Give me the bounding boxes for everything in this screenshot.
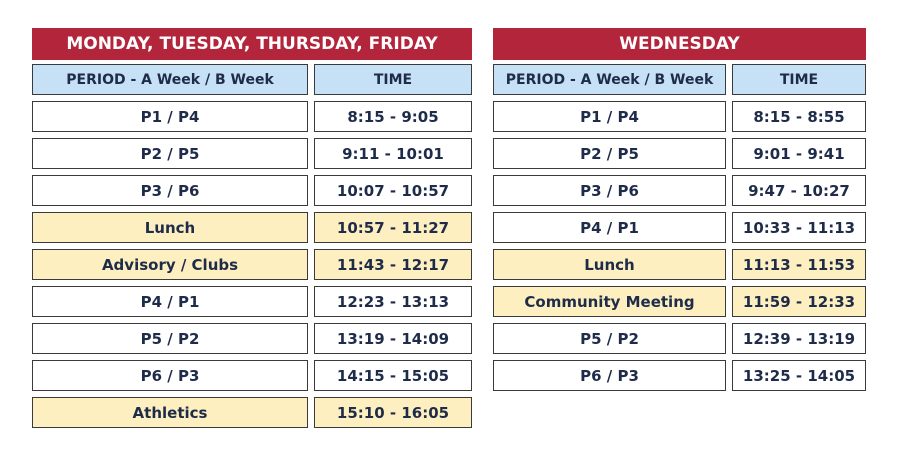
period-cell: P5 / P2 bbox=[32, 323, 308, 354]
time-cell: 13:19 - 14:09 bbox=[314, 323, 472, 354]
time-cell: 12:39 - 13:19 bbox=[732, 323, 866, 354]
schedule-mtthf bbox=[32, 28, 472, 434]
table-row bbox=[493, 212, 866, 243]
period-cell: P6 / P3 bbox=[32, 360, 308, 391]
period-cell: P6 / P3 bbox=[493, 360, 726, 391]
table-row bbox=[32, 212, 472, 243]
period-cell: P1 / P4 bbox=[493, 101, 726, 132]
schedule-title: MONDAY, TUESDAY, THURSDAY, FRIDAY bbox=[32, 28, 472, 60]
period-cell: P5 / P2 bbox=[493, 323, 726, 354]
table-row bbox=[493, 323, 866, 354]
table-row bbox=[32, 138, 472, 169]
table-row bbox=[32, 286, 472, 317]
time-cell: 8:15 - 8:55 bbox=[732, 101, 866, 132]
period-cell: P1 / P4 bbox=[32, 101, 308, 132]
period-cell: P4 / P1 bbox=[32, 286, 308, 317]
time-cell: 14:15 - 15:05 bbox=[314, 360, 472, 391]
table-row bbox=[32, 101, 472, 132]
column-header-period: PERIOD - A Week / B Week bbox=[32, 64, 308, 95]
column-header-period: PERIOD - A Week / B Week bbox=[493, 64, 726, 95]
period-cell: Athletics bbox=[32, 397, 308, 428]
time-cell: 9:47 - 10:27 bbox=[732, 175, 866, 206]
table-row bbox=[493, 175, 866, 206]
period-cell: P4 / P1 bbox=[493, 212, 726, 243]
schedule-title: WEDNESDAY bbox=[493, 28, 866, 60]
time-cell: 12:23 - 13:13 bbox=[314, 286, 472, 317]
column-header-time: TIME bbox=[314, 64, 472, 95]
period-cell: Advisory / Clubs bbox=[32, 249, 308, 280]
table-row bbox=[32, 397, 472, 428]
table-row bbox=[32, 175, 472, 206]
time-cell: 9:11 - 10:01 bbox=[314, 138, 472, 169]
table-row bbox=[32, 360, 472, 391]
table-row bbox=[493, 249, 866, 280]
time-cell: 8:15 - 9:05 bbox=[314, 101, 472, 132]
table-row bbox=[32, 249, 472, 280]
period-cell: P2 / P5 bbox=[32, 138, 308, 169]
time-cell: 10:57 - 11:27 bbox=[314, 212, 472, 243]
period-cell: Lunch bbox=[493, 249, 726, 280]
time-cell: 10:07 - 10:57 bbox=[314, 175, 472, 206]
table-header-row bbox=[32, 64, 472, 95]
column-header-time: TIME bbox=[732, 64, 866, 95]
table-header-row bbox=[493, 64, 866, 95]
table-row bbox=[32, 323, 472, 354]
schedule-wednesday bbox=[493, 28, 866, 397]
table-row bbox=[493, 138, 866, 169]
table-row bbox=[493, 101, 866, 132]
time-cell: 10:33 - 11:13 bbox=[732, 212, 866, 243]
period-cell: P3 / P6 bbox=[493, 175, 726, 206]
time-cell: 11:43 - 12:17 bbox=[314, 249, 472, 280]
period-cell: Community Meeting bbox=[493, 286, 726, 317]
time-cell: 13:25 - 14:05 bbox=[732, 360, 866, 391]
time-cell: 15:10 - 16:05 bbox=[314, 397, 472, 428]
time-cell: 11:59 - 12:33 bbox=[732, 286, 866, 317]
period-cell: P2 / P5 bbox=[493, 138, 726, 169]
table-row bbox=[493, 286, 866, 317]
time-cell: 11:13 - 11:53 bbox=[732, 249, 866, 280]
table-row bbox=[493, 360, 866, 391]
period-cell: P3 / P6 bbox=[32, 175, 308, 206]
period-cell: Lunch bbox=[32, 212, 308, 243]
time-cell: 9:01 - 9:41 bbox=[732, 138, 866, 169]
